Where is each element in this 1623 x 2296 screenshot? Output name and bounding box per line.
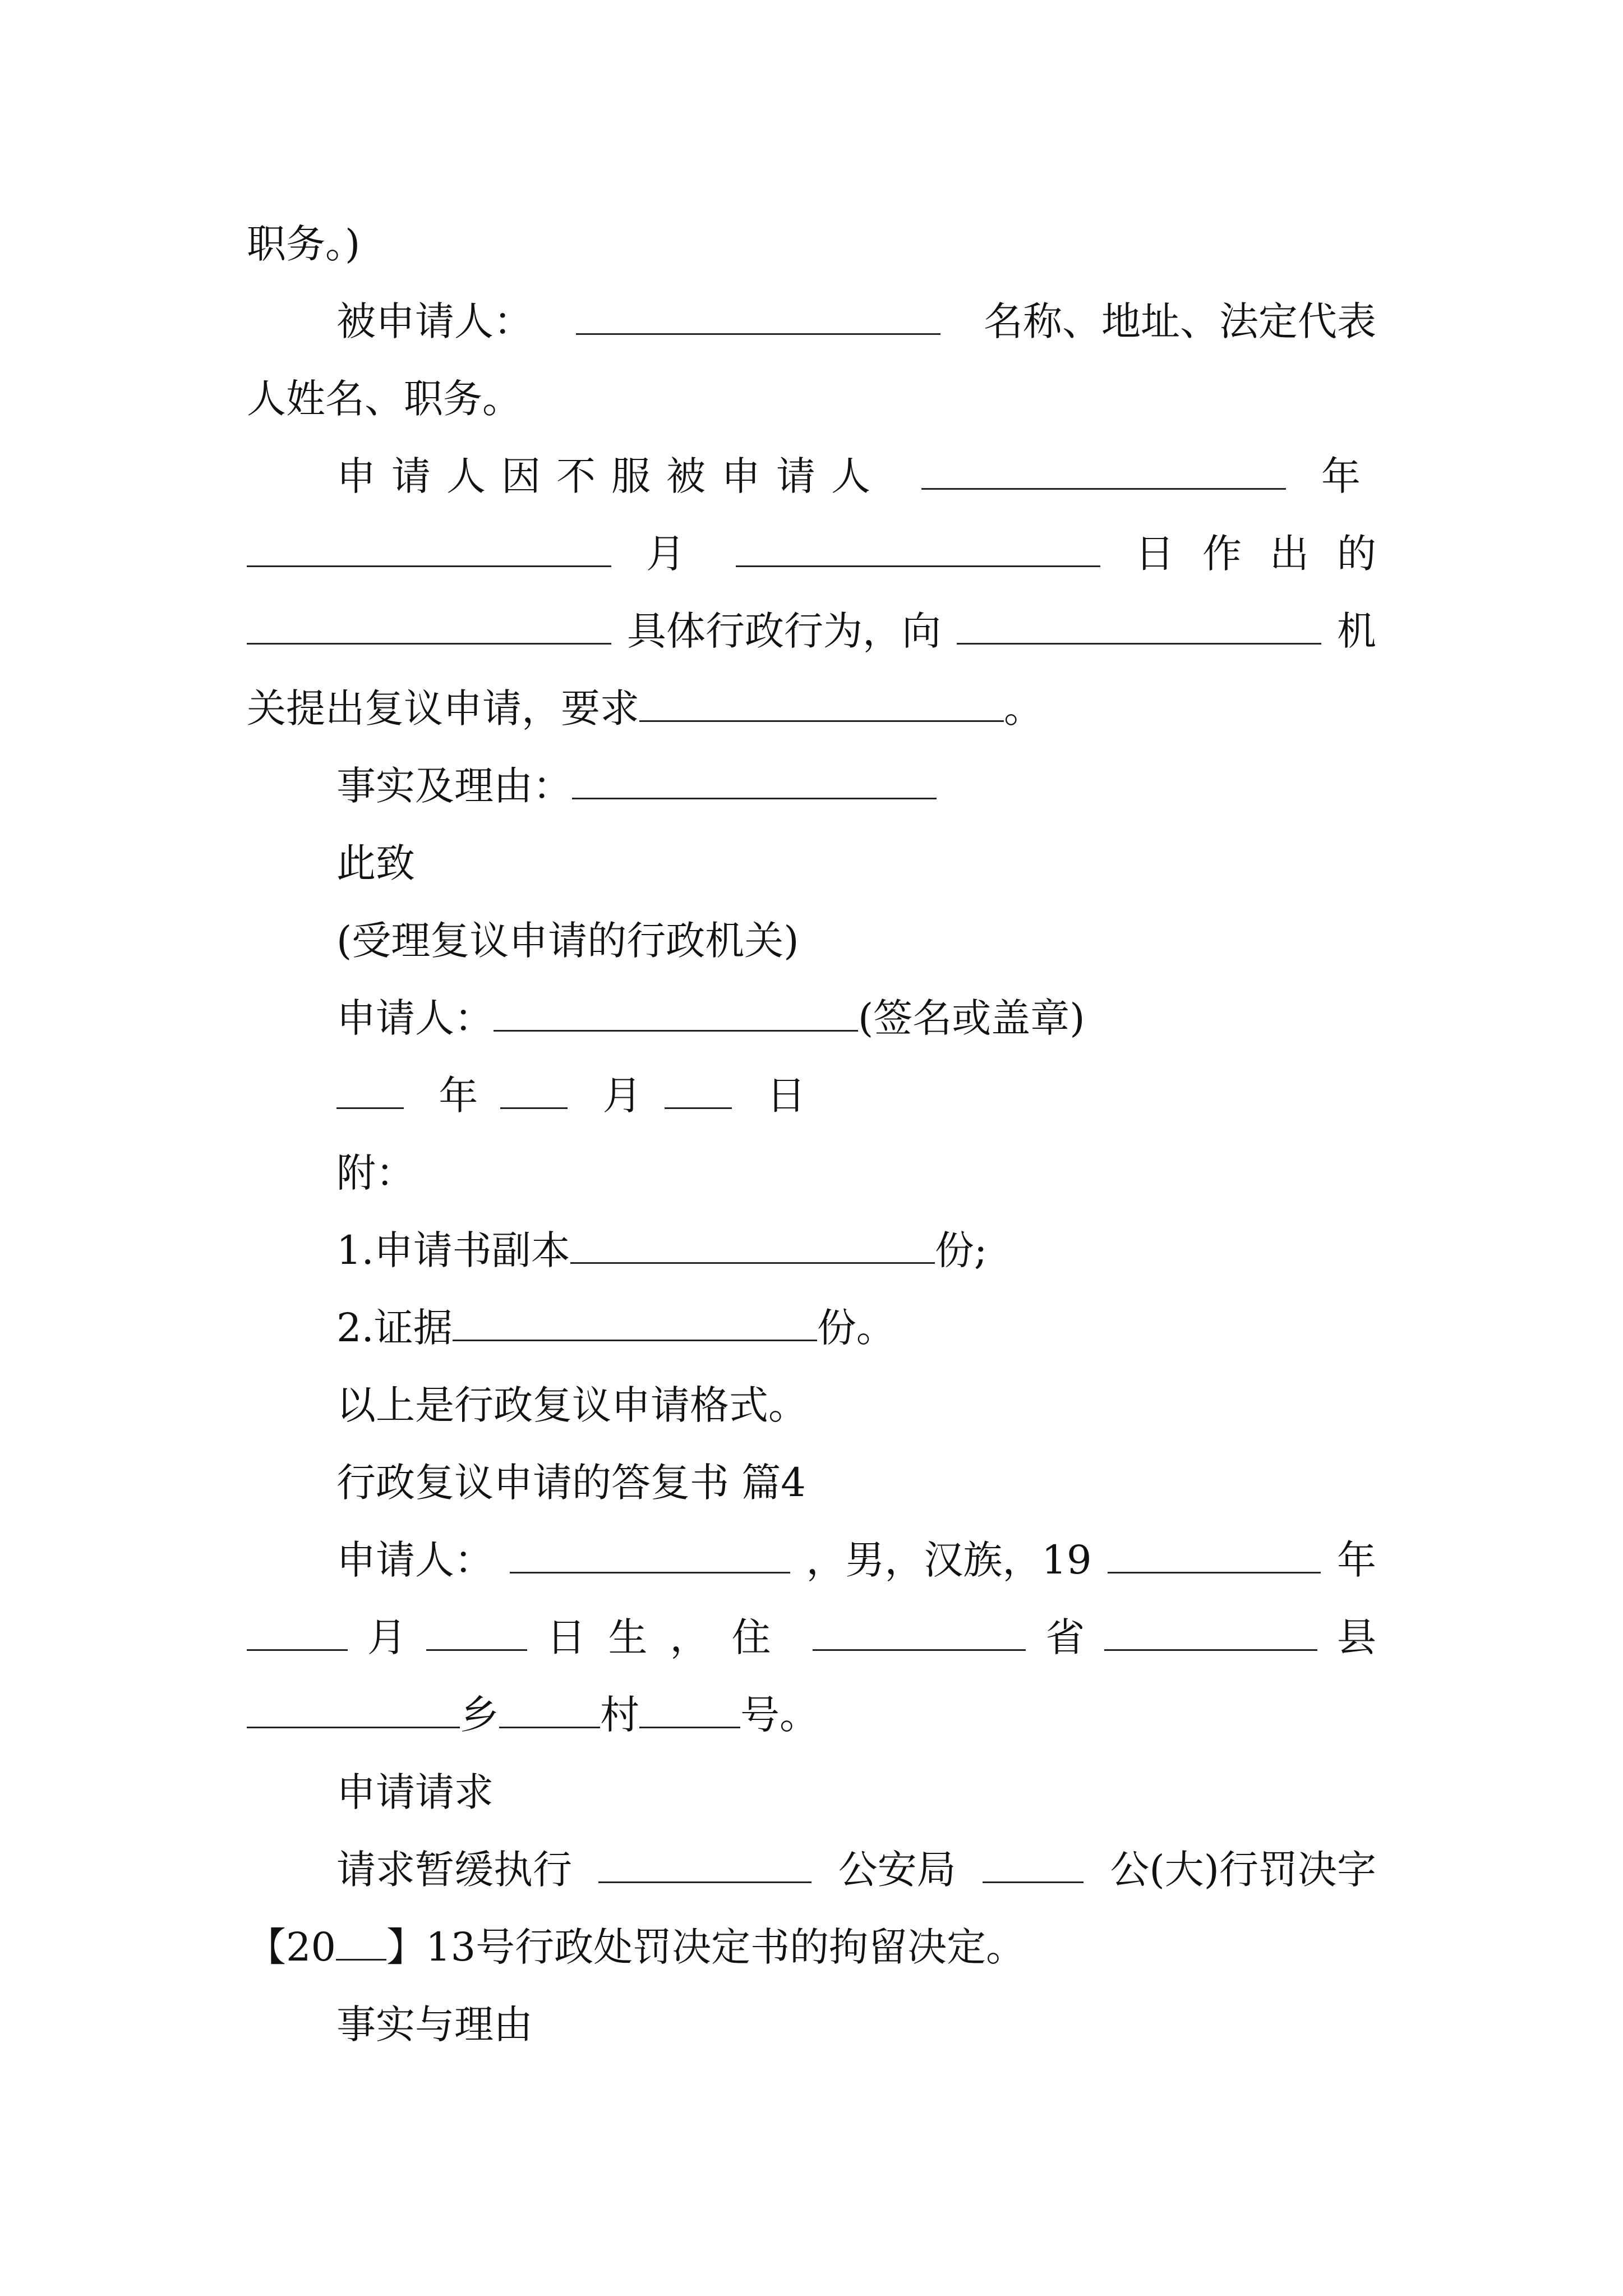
signature-line: 申请人： (签名或盖章): [336, 987, 1376, 1049]
text-line-9: 此致: [336, 840, 415, 886]
facts-line: 事实及理由：: [336, 755, 1376, 817]
section-heading: 行政复议申请的答复书 篇4: [336, 1460, 806, 1506]
birth-address-line: 月 日生，住 省 县: [247, 1607, 1376, 1668]
respondent-blank: [576, 294, 940, 335]
month-blank: [247, 526, 611, 567]
attachment-2: 2.证据 份。: [336, 1297, 1376, 1359]
text-line-5: 月 日作出的: [247, 523, 1376, 585]
date-line: 年 月 日: [336, 1065, 1376, 1126]
text-line-4: 申请人因不服被申请人 年: [336, 445, 1376, 507]
text-line-3: 人姓名、职务。: [247, 376, 522, 422]
text-line-16: 以上是行政复议申请格式。: [336, 1382, 808, 1428]
text-line-13: 附：: [336, 1150, 415, 1196]
authority-blank: [957, 604, 1321, 645]
address-line: 乡 村 号。: [247, 1684, 1376, 1746]
attachment-1: 1.申请书副本 份;: [336, 1220, 1376, 1281]
text-line-21: 申请请求: [336, 1769, 494, 1815]
action-blank: [247, 604, 611, 645]
applicant-name-blank: [510, 1533, 790, 1573]
text-line-10: (受理复议申请的行政机关): [336, 918, 799, 964]
year-blank: [921, 449, 1286, 490]
text-line-6: 具体行政行为，向 机: [247, 600, 1376, 662]
request-blank: [639, 681, 1004, 722]
facts-blank: [572, 758, 937, 799]
decision-line: 【20 】13号行政处罚决定书的拘留决定。: [247, 1916, 1376, 1978]
signature-blank: [494, 991, 858, 1032]
day-blank: [736, 526, 1100, 567]
applicant-line: 申请人： ，男，汉族，19 年: [336, 1529, 1376, 1591]
text-line-7: 关提出复议申请，要求 。: [247, 678, 1376, 739]
text-line-24: 事实与理由: [336, 2001, 533, 2047]
text-line-1: 职务。): [247, 221, 361, 267]
request-line: 请求暂缓执行 公安局 公(大)行罚决字: [336, 1839, 1376, 1901]
respondent-line: 被申请人： 名称、地址、法定代表: [336, 291, 1376, 352]
